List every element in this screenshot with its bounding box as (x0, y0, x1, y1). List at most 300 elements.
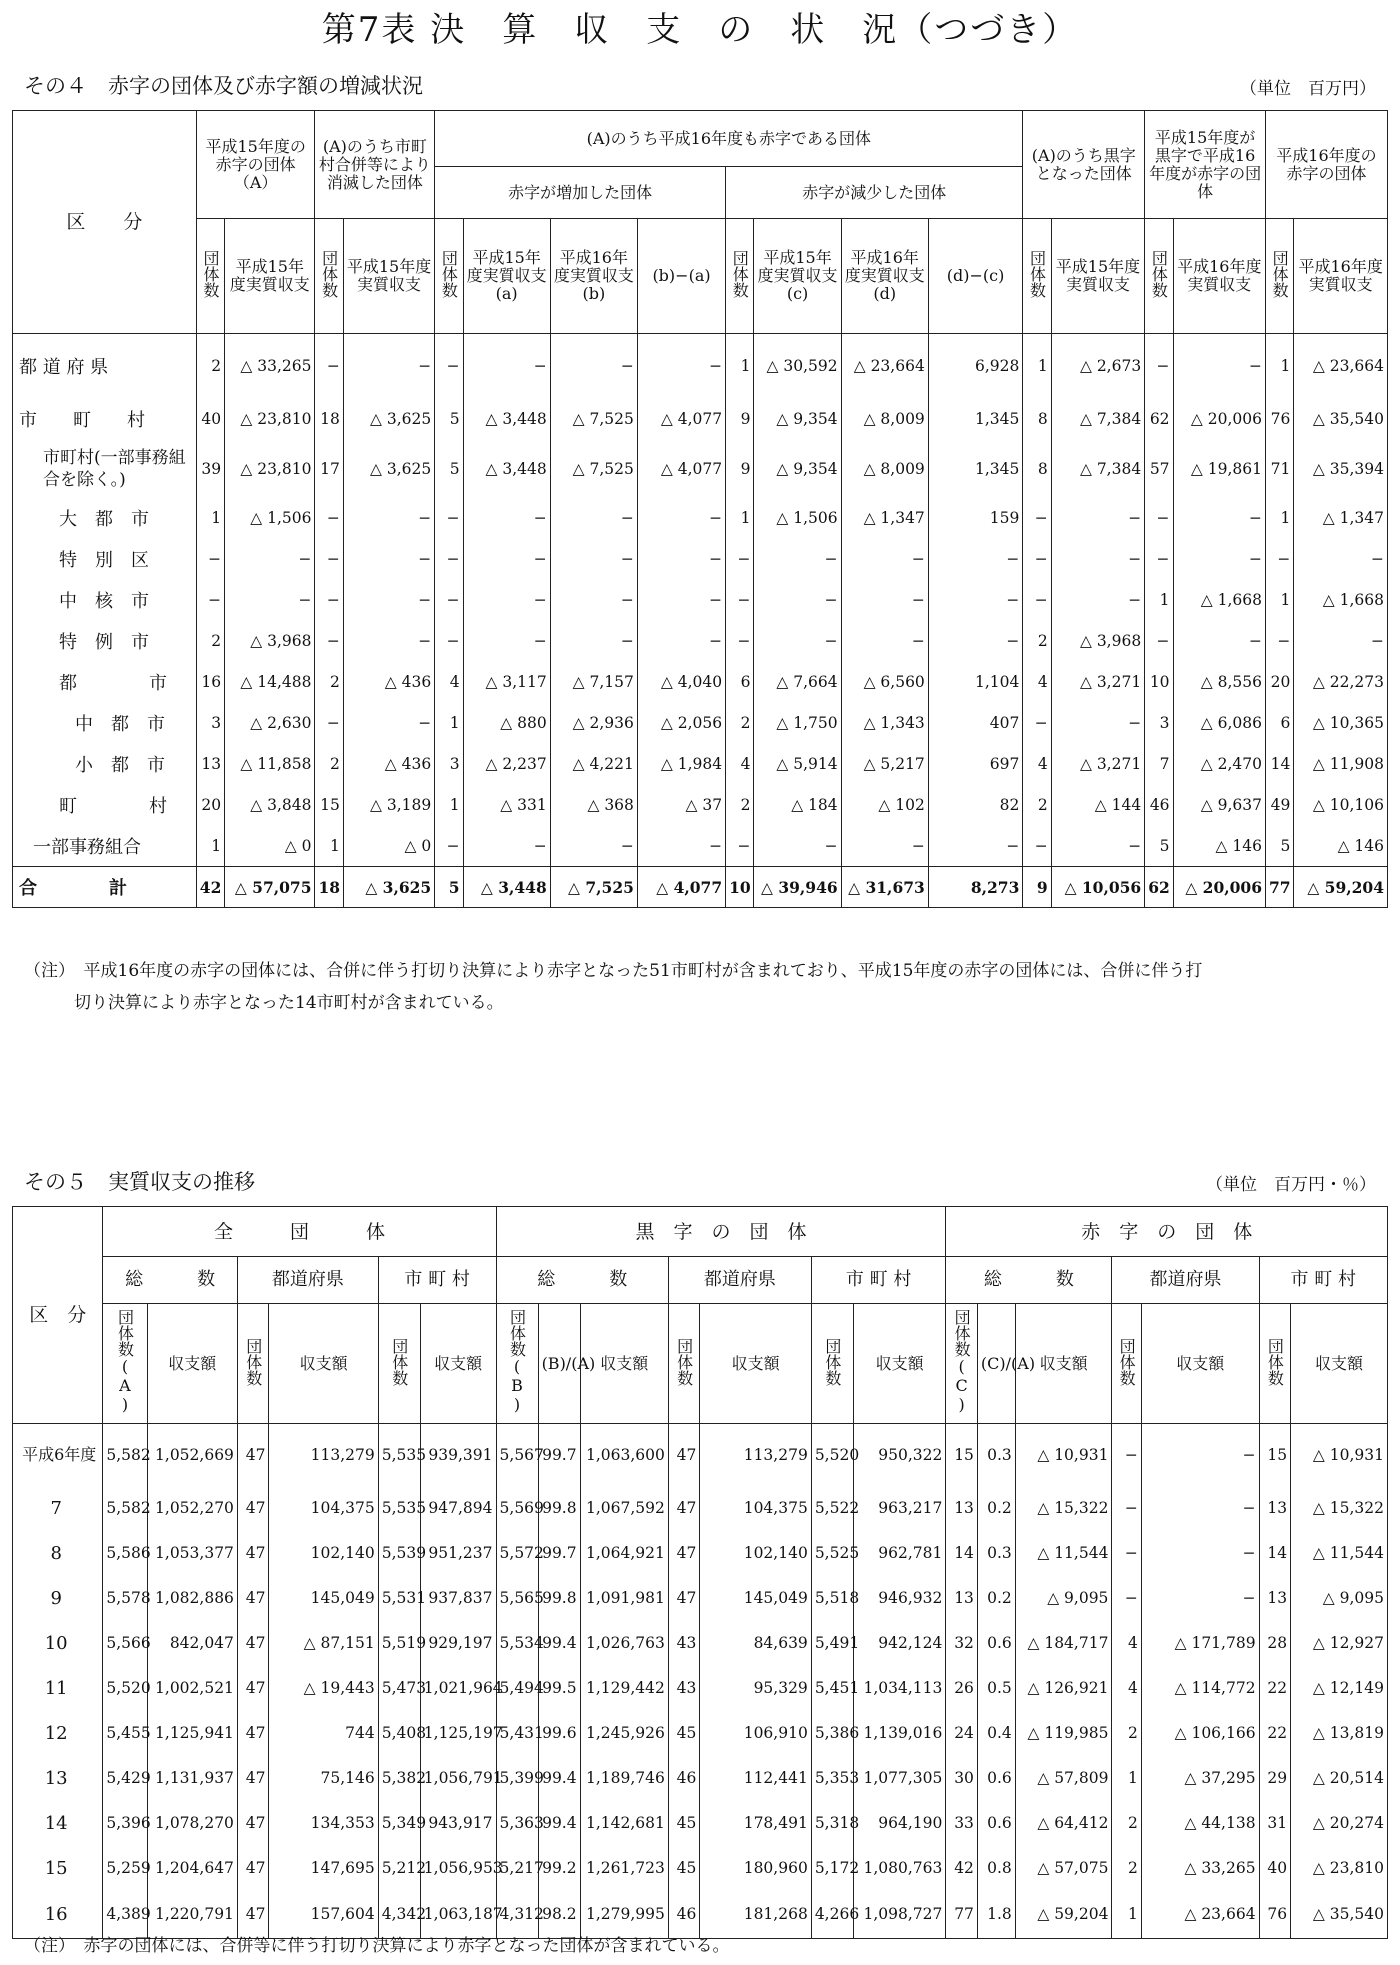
table-cell: 2 (1023, 621, 1051, 662)
table-cell: 5,431 (496, 1711, 538, 1756)
table-cell: △ 35,394 (1294, 440, 1388, 498)
table-cell: 5,578 (103, 1576, 147, 1621)
table-cell: 14 (1259, 1531, 1291, 1576)
table-cell: 407 (928, 703, 1023, 744)
table-cell: 1,345 (928, 399, 1023, 440)
table-cell: 5,539 (378, 1531, 420, 1576)
table-cell: △ 33,265 (225, 334, 315, 399)
table-row (13, 1424, 1388, 1486)
table5 (12, 1206, 1388, 1939)
table-cell: 157,604 (269, 1891, 378, 1939)
table-cell: △ 0 (343, 826, 434, 867)
t5-deficit-total: 総 数 (946, 1257, 1112, 1304)
t5-subheader-all-total-count-text: 団体数(A) (115, 1309, 135, 1414)
table-cell: △ 6,086 (1173, 703, 1265, 744)
table-cell: 1 (1145, 580, 1173, 621)
table-cell: 4 (1023, 662, 1051, 703)
table-row (13, 785, 1388, 826)
table-cell: 2 (726, 785, 754, 826)
table-cell: 20 (196, 785, 224, 826)
table-cell: △ 11,544 (1291, 1531, 1388, 1576)
table-cell: 1 (1265, 498, 1293, 539)
table-row (13, 662, 1388, 703)
t5-subheader-all-pref-amount-text: 収支額 (299, 1353, 348, 1373)
row-label: 16 (13, 1891, 103, 1939)
table-cell: 0.2 (977, 1576, 1015, 1621)
table-cell: − (1112, 1576, 1141, 1621)
t5-subheader-deficit-muni-amount (1291, 1304, 1388, 1424)
table-cell: 744 (269, 1711, 378, 1756)
table-cell: 2 (315, 744, 343, 785)
header-still-deficit: (A)のうち平成16年度も赤字である団体 (435, 111, 1023, 167)
t4-subheader-dec-c-text: 平成15年度実質収支(c) (757, 248, 838, 303)
table-cell: − (1051, 498, 1144, 539)
table-cell: 1,139,016 (853, 1711, 946, 1756)
total-cell: △ 59,204 (1294, 867, 1388, 908)
table-cell: − (550, 621, 637, 662)
table-cell: 962,781 (853, 1531, 946, 1576)
header-kubun: 区 分 (13, 111, 197, 334)
table-cell: − (1145, 539, 1173, 580)
t5-subheader-deficit-total-amount-text: 収支額 (1039, 1353, 1088, 1373)
t4-subheader-dec-count-text: 団体数 (730, 250, 750, 298)
table-cell: △ 12,927 (1291, 1621, 1388, 1666)
table-cell: − (1173, 498, 1265, 539)
table-cell: 1,052,270 (147, 1486, 237, 1531)
table-cell: 5,534 (496, 1621, 538, 1666)
row-label: 合 計 (13, 867, 197, 908)
table-cell: − (1173, 621, 1265, 662)
t5-subheader-surplus-muni-amount (853, 1304, 946, 1424)
table-cell: △ 4,077 (637, 399, 725, 440)
table-row (13, 498, 1388, 539)
t5-subheader-all-muni-count-text: 団体数 (389, 1337, 409, 1386)
table-cell: − (1051, 703, 1144, 744)
table-cell: 5,535 (378, 1424, 420, 1486)
table-cell: − (315, 580, 343, 621)
table-cell: − (1112, 1531, 1141, 1576)
table-cell: 2 (1023, 785, 1051, 826)
table-cell: 16 (196, 662, 224, 703)
table-cell: △ 146 (1294, 826, 1388, 867)
total-cell: △ 57,075 (225, 867, 315, 908)
table-cell: 14 (946, 1531, 978, 1576)
table-cell: 5,399 (496, 1756, 538, 1801)
row-label: 12 (13, 1711, 103, 1756)
table-cell: 5,396 (103, 1801, 147, 1846)
table-cell: 99.8 (538, 1486, 580, 1531)
table-cell: 40 (196, 399, 224, 440)
table-cell: △ 7,664 (754, 662, 841, 703)
table-cell: − (726, 826, 754, 867)
table-cell: 76 (1259, 1891, 1291, 1939)
table-cell: △ 12,149 (1291, 1666, 1388, 1711)
total-cell: 42 (196, 867, 224, 908)
table-cell: 1 (315, 826, 343, 867)
table-cell: △ 11,544 (1015, 1531, 1112, 1576)
table-row (13, 1531, 1388, 1576)
table-cell: − (315, 539, 343, 580)
t4-subheader-merged-count (315, 219, 343, 334)
table-cell: − (1145, 498, 1173, 539)
header-decreased: 赤字が減少した団体 (726, 167, 1023, 219)
table-cell: 22 (1259, 1711, 1291, 1756)
total-cell: △ 3,625 (343, 867, 434, 908)
table-cell: 1 (726, 334, 754, 399)
table-cell: 1 (435, 785, 463, 826)
table-cell: △ 7,525 (550, 440, 637, 498)
table-cell: 1,125,941 (147, 1711, 237, 1756)
table-cell: − (1023, 703, 1051, 744)
table-cell: 22 (1259, 1666, 1291, 1711)
table-cell: 5,349 (378, 1801, 420, 1846)
t4-subheader-inc-a (463, 219, 550, 334)
t5-deficit-pref: 都道府県 (1112, 1257, 1259, 1304)
table-cell: − (315, 621, 343, 662)
total-cell: 8,273 (928, 867, 1023, 908)
table-row (13, 621, 1388, 662)
table-cell: 5,259 (103, 1846, 147, 1891)
table-cell: − (435, 580, 463, 621)
table-cell: 145,049 (269, 1576, 378, 1621)
table-cell: − (463, 580, 550, 621)
table-cell: − (550, 498, 637, 539)
table-cell: △ 10,365 (1294, 703, 1388, 744)
table-cell: △ 1,506 (754, 498, 841, 539)
table-cell: 950,322 (853, 1424, 946, 1486)
table-cell: △ 20,006 (1173, 399, 1265, 440)
table-cell: 29 (1259, 1756, 1291, 1801)
t5-header-all: 全 団 体 (103, 1207, 496, 1257)
row-label: 市町村(一部事務組合を除く。) (13, 440, 197, 498)
table-cell: △ 87,151 (269, 1621, 378, 1666)
table4 (12, 110, 1388, 908)
table-cell: 939,391 (420, 1424, 496, 1486)
table-row (13, 744, 1388, 785)
table-cell: − (841, 826, 928, 867)
table-cell: 15 (1259, 1424, 1291, 1486)
table-cell: 104,375 (269, 1486, 378, 1531)
row-label: 特 例 市 (13, 621, 197, 662)
table-cell: 76 (1265, 399, 1293, 440)
table-row (13, 1666, 1388, 1711)
table-cell: 1,125,197 (420, 1711, 496, 1756)
t4-subheader-inc-b-minus-a-text: (b)−(a) (652, 266, 711, 285)
table-cell: 47 (237, 1801, 269, 1846)
table-cell: 75,146 (269, 1756, 378, 1801)
table-cell: − (1023, 826, 1051, 867)
table-cell: − (343, 580, 434, 621)
header-deficit-h16: 平成16年度の赤字の団体 (1265, 111, 1387, 219)
table-cell: 2 (315, 662, 343, 703)
table-cell: 39 (196, 440, 224, 498)
table5-subtitle: その５ 実質収支の推移 (24, 1170, 255, 1194)
table-cell: 1 (1112, 1891, 1141, 1939)
t5-deficit-muni: 市 町 村 (1259, 1257, 1387, 1304)
t5-surplus-pref: 都道府県 (668, 1257, 811, 1304)
table-cell: 6 (1265, 703, 1293, 744)
table-cell: △ 23,664 (841, 334, 928, 399)
table-cell: △ 880 (463, 703, 550, 744)
table-cell: − (637, 826, 725, 867)
table-cell: △ 2,237 (463, 744, 550, 785)
table-cell: 145,049 (700, 1576, 811, 1621)
table-row (13, 703, 1388, 744)
table-cell: − (550, 826, 637, 867)
t4-subheader-h16-balance (1294, 219, 1388, 334)
t5-subheader-deficit-total-count-text: 団体数(C) (952, 1309, 972, 1414)
table-cell: 4 (726, 744, 754, 785)
table-cell: 5,582 (103, 1486, 147, 1531)
t5-subheader-all-total-amount (147, 1304, 237, 1424)
table-cell: − (928, 621, 1023, 662)
table-cell: △ 436 (343, 744, 434, 785)
table-cell: 1 (1112, 1756, 1141, 1801)
table-cell: − (343, 498, 434, 539)
table-cell: 942,124 (853, 1621, 946, 1666)
table-cell: 1,261,723 (580, 1846, 668, 1891)
table-cell: − (435, 498, 463, 539)
table-cell: 57 (1145, 440, 1173, 498)
row-label: 町 村 (13, 785, 197, 826)
total-cell: △ 7,525 (550, 867, 637, 908)
table-cell: △ 57,809 (1015, 1756, 1112, 1801)
table-cell: 99.2 (538, 1846, 580, 1891)
table-cell: 1,204,647 (147, 1846, 237, 1891)
table-cell: 5,565 (496, 1576, 538, 1621)
table-cell: 1,021,964 (420, 1666, 496, 1711)
table-cell: △ 119,985 (1015, 1711, 1112, 1756)
header-deficit-h15: 平成15年度の赤字の団体（A） (196, 111, 315, 219)
table-cell: 28 (1259, 1621, 1291, 1666)
table-cell: 1,064,921 (580, 1531, 668, 1576)
table-cell: △ 7,384 (1051, 399, 1144, 440)
t4-subheader-surplus-h15-balance-text: 平成15年度実質収支 (1055, 257, 1141, 294)
table-cell: 6,928 (928, 334, 1023, 399)
total-cell: △ 20,006 (1173, 867, 1265, 908)
table-cell: 24 (946, 1711, 978, 1756)
table-cell: 0.8 (977, 1846, 1015, 1891)
table-cell: 102,140 (269, 1531, 378, 1576)
table-cell: 1,129,442 (580, 1666, 668, 1711)
t5-subheader-surplus-pref-count (668, 1304, 700, 1424)
table-cell: 47 (237, 1424, 269, 1486)
table-cell: − (754, 826, 841, 867)
table-cell: 1 (196, 826, 224, 867)
t5-subheader-deficit-pref-count (1112, 1304, 1141, 1424)
table-cell: △ 1,343 (841, 703, 928, 744)
table-cell: 106,910 (700, 1711, 811, 1756)
t5-subheader-all-muni-amount (420, 1304, 496, 1424)
t5-subheader-all-total-count (103, 1304, 147, 1424)
table-cell: △ 2,470 (1173, 744, 1265, 785)
table-cell: 99.4 (538, 1756, 580, 1801)
table-cell: 1,131,937 (147, 1756, 237, 1801)
table-cell: 15 (315, 785, 343, 826)
table-cell: − (1051, 539, 1144, 580)
t5-surplus-muni: 市 町 村 (811, 1257, 946, 1304)
table-cell: 1,279,995 (580, 1891, 668, 1939)
t4-subheader-new-h16-balance (1173, 219, 1265, 334)
table5-note: （注） 赤字の団体には、合併等に伴う打切り決算により赤字となった団体が含まれている。 (24, 1936, 730, 1956)
table-cell: 62 (1145, 399, 1173, 440)
table-cell: 181,268 (700, 1891, 811, 1939)
row-label: 都 市 (13, 662, 197, 703)
t5-subheader-all-pref-amount (269, 1304, 378, 1424)
table-cell: 842,047 (147, 1621, 237, 1666)
t4-subheader-h16-count-text: 団体数 (1270, 250, 1290, 298)
table-cell: 8 (1023, 399, 1051, 440)
t5-subheader-surplus-muni-count-text: 団体数 (822, 1337, 842, 1386)
table-row (13, 826, 1388, 867)
table-cell: − (1265, 539, 1293, 580)
table-row (13, 1756, 1388, 1801)
table-cell: △ 9,095 (1291, 1576, 1388, 1621)
table-cell: △ 44,138 (1141, 1801, 1259, 1846)
table-cell: − (1051, 826, 1144, 867)
table-cell: 5,531 (378, 1576, 420, 1621)
table-cell: 47 (668, 1486, 700, 1531)
table-cell: △ 9,095 (1015, 1576, 1112, 1621)
table-cell: △ 57,075 (1015, 1846, 1112, 1891)
t5-subheader-deficit-muni-count (1259, 1304, 1291, 1424)
table-cell: 929,197 (420, 1621, 496, 1666)
total-cell: 10 (726, 867, 754, 908)
total-cell: 77 (1265, 867, 1293, 908)
table-cell: 95,329 (700, 1666, 811, 1711)
table-cell: 9 (726, 440, 754, 498)
t5-subheader-all-pref-count (237, 1304, 269, 1424)
table-cell: △ 23,810 (225, 399, 315, 440)
table-cell: △ 1,750 (754, 703, 841, 744)
header-new-deficit: 平成15年度が黒字で平成16年度が赤字の団体 (1145, 111, 1266, 219)
table-cell: 1,245,926 (580, 1711, 668, 1756)
table-cell: 5,455 (103, 1711, 147, 1756)
table-cell: − (928, 826, 1023, 867)
table-cell: − (726, 539, 754, 580)
table-cell: 82 (928, 785, 1023, 826)
page-title: 第7表 決 算 収 支 の 状 況（つづき） (321, 10, 1079, 50)
table-cell: 14 (1265, 744, 1293, 785)
table-cell: △ 7,384 (1051, 440, 1144, 498)
table-cell: 1,053,377 (147, 1531, 237, 1576)
t5-subheader-all-total-amount-text: 収支額 (168, 1353, 217, 1373)
table-cell: 47 (237, 1666, 269, 1711)
table-cell: △ 35,540 (1291, 1891, 1388, 1939)
table-cell: 99.7 (538, 1424, 580, 1486)
table-cell: 5,382 (378, 1756, 420, 1801)
table-cell: △ 3,448 (463, 399, 550, 440)
table-cell: 1,034,113 (853, 1666, 946, 1711)
table-cell: − (637, 498, 725, 539)
table-cell: 0.4 (977, 1711, 1015, 1756)
table-cell: 178,491 (700, 1801, 811, 1846)
t4-subheader-h15-balance-text: 平成15年度実質収支 (229, 257, 310, 294)
t4-subheader-surplus-count-text: 団体数 (1027, 250, 1047, 298)
row-label: 特 別 区 (13, 539, 197, 580)
table-row (13, 1846, 1388, 1891)
table-cell: − (435, 621, 463, 662)
table-cell: 47 (237, 1846, 269, 1891)
table-cell: 5,567 (496, 1424, 538, 1486)
table-cell: △ 146 (1173, 826, 1265, 867)
table-cell: △ 8,556 (1173, 662, 1265, 703)
t4-subheader-merged-h15-balance-text: 平成15年度実質収支 (346, 257, 432, 294)
table-cell: 47 (237, 1486, 269, 1531)
row-label: 中 都 市 (13, 703, 197, 744)
table-cell: 1 (1023, 334, 1051, 399)
table-cell: 5,217 (496, 1846, 538, 1891)
t5-header-deficit: 赤 字 の 団 体 (946, 1207, 1388, 1257)
table-cell: 42 (946, 1846, 978, 1891)
table-cell: 13 (196, 744, 224, 785)
total-cell: △ 3,448 (463, 867, 550, 908)
table-cell: 47 (237, 1756, 269, 1801)
total-cell: △ 10,056 (1051, 867, 1144, 908)
table-cell: 0.6 (977, 1801, 1015, 1846)
table-cell: △ 15,322 (1015, 1486, 1112, 1531)
table-cell: 4,389 (103, 1891, 147, 1939)
table-cell: 5,408 (378, 1711, 420, 1756)
total-row (13, 867, 1388, 908)
table-row (13, 580, 1388, 621)
table-cell: △ 9,354 (754, 440, 841, 498)
table-cell: △ 30,592 (754, 334, 841, 399)
table4-note (24, 955, 1374, 1019)
table-row (13, 1621, 1388, 1666)
table-cell: 77 (946, 1891, 978, 1939)
table-cell: △ 3,271 (1051, 662, 1144, 703)
table-cell: 0.3 (977, 1531, 1015, 1576)
table-cell: △ 2,936 (550, 703, 637, 744)
table-cell: − (1023, 498, 1051, 539)
t5-subheader-deficit-muni-amount-text: 収支額 (1315, 1353, 1364, 1373)
table4-subtitle: その４ 赤字の団体及び赤字額の増減状況 (24, 74, 423, 98)
table-cell: 937,837 (420, 1576, 496, 1621)
table-cell: 112,441 (700, 1756, 811, 1801)
table-cell: 1,077,305 (853, 1756, 946, 1801)
table-cell: − (315, 334, 343, 399)
table-cell: − (435, 826, 463, 867)
table-cell: − (1265, 621, 1293, 662)
table-cell: 5,582 (103, 1424, 147, 1486)
table-cell: △ 184,717 (1015, 1621, 1112, 1666)
table-cell: 1,082,886 (147, 1576, 237, 1621)
table-cell: − (343, 621, 434, 662)
table-cell: △ 14,488 (225, 662, 315, 703)
table-cell: △ 37,295 (1141, 1756, 1259, 1801)
table-cell: 45 (668, 1846, 700, 1891)
table-cell: 5,586 (103, 1531, 147, 1576)
t5-all-total: 総 数 (103, 1257, 238, 1304)
table-cell: 13 (1259, 1576, 1291, 1621)
table-cell: 1,078,270 (147, 1801, 237, 1846)
table-cell: 1,026,763 (580, 1621, 668, 1666)
total-cell: 62 (1145, 867, 1173, 908)
table-cell: △ 184 (754, 785, 841, 826)
table-cell: △ 33,265 (1141, 1846, 1259, 1891)
table-cell: − (550, 580, 637, 621)
table-cell: − (637, 580, 725, 621)
t5-subheader-deficit-pref-count-text: 団体数 (1117, 1337, 1137, 1386)
table-cell: 947,894 (420, 1486, 496, 1531)
table-cell: 1 (1265, 580, 1293, 621)
table-cell: 5,525 (811, 1531, 853, 1576)
table-cell: 0.5 (977, 1666, 1015, 1711)
table-cell: 46 (1145, 785, 1173, 826)
table-cell: 1,091,981 (580, 1576, 668, 1621)
t4-subheader-dec-count (726, 219, 754, 334)
